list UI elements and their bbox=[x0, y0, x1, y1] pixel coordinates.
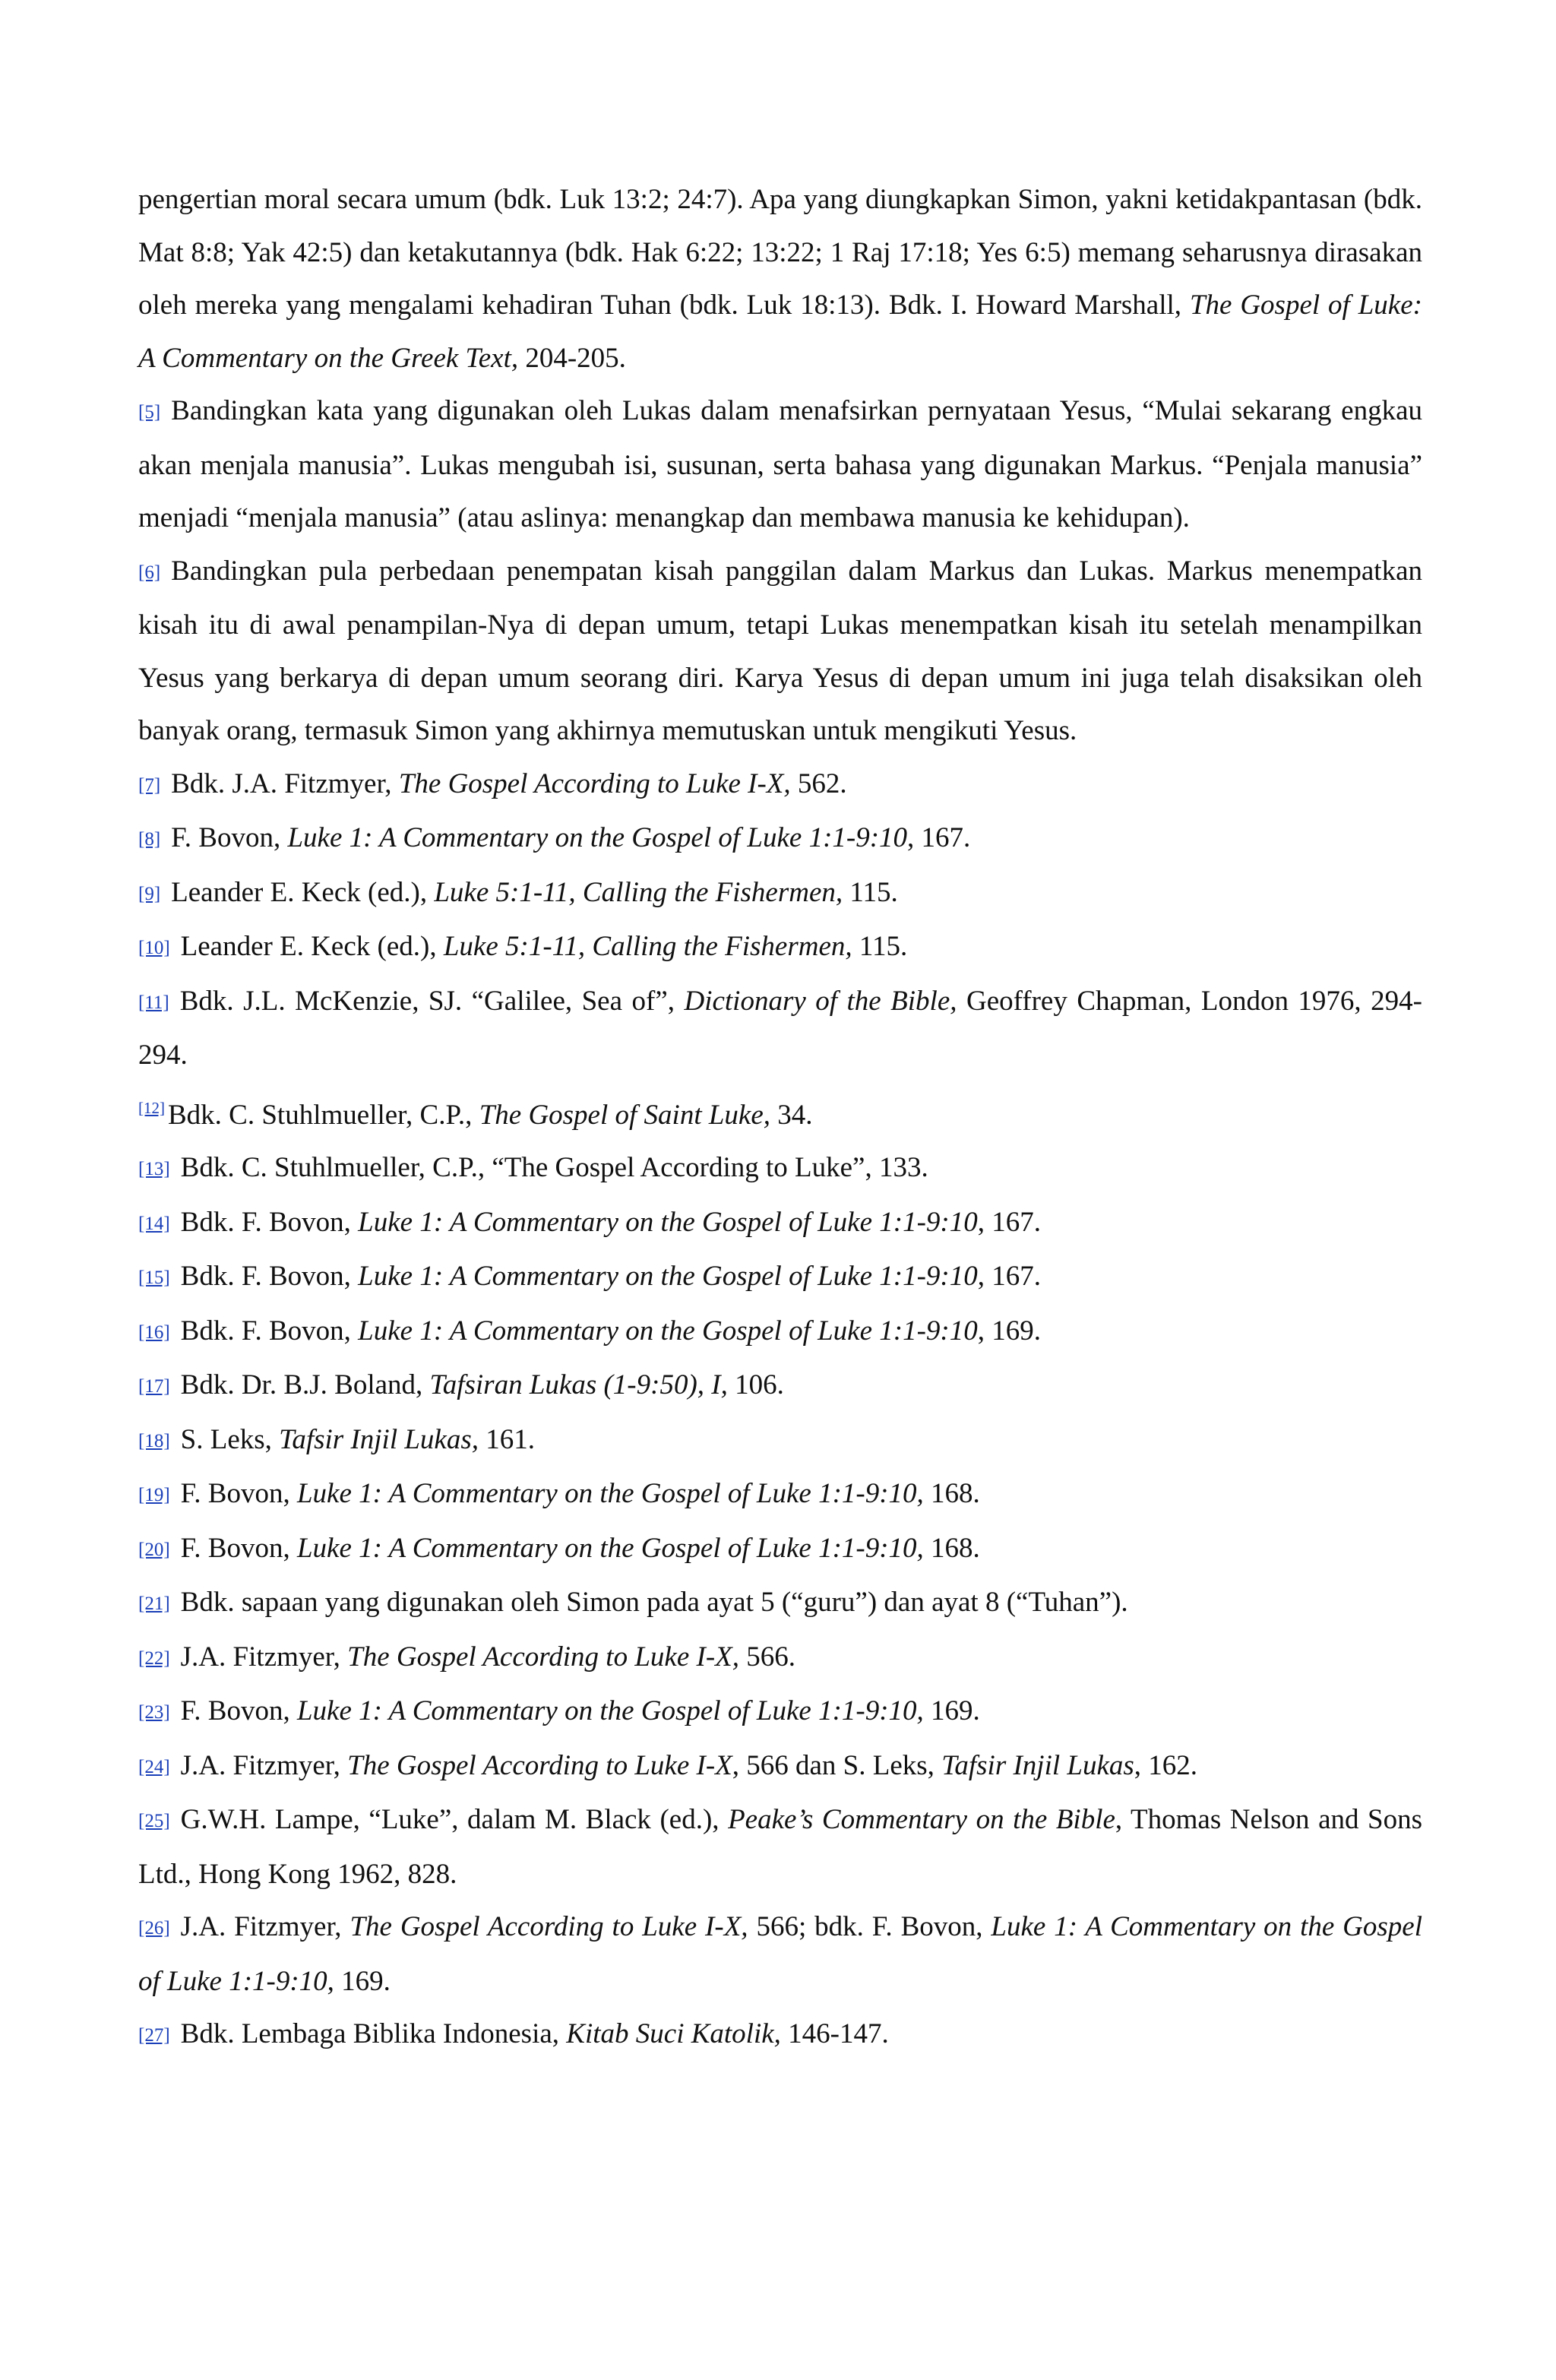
footnote-item bbox=[138, 1359, 1422, 1413]
footnote-text: 168. bbox=[923, 1532, 980, 1564]
footnote-item bbox=[138, 2008, 1422, 2062]
footnote-text: Bdk. F. Bovon, bbox=[180, 1261, 359, 1292]
footnote-item bbox=[138, 920, 1422, 975]
footnote-text: Bdk. sapaan yang digunakan oleh Simon pada ayat 5 (“guru”) dan ayat 8 (“Tuhan”). bbox=[180, 1587, 1128, 1618]
footnote-ref-link[interactable]: [26] bbox=[138, 1918, 170, 1938]
footnote-text: F. Bovon, bbox=[180, 1695, 297, 1726]
footnote-text: 169. bbox=[923, 1695, 980, 1726]
footnote-item bbox=[138, 812, 1422, 866]
footnote-ref-link[interactable]: [8] bbox=[138, 829, 161, 850]
footnote-title-italic: Luke 1: A Commentary on the Gospel of Luke 1:1-9:10, bbox=[296, 1532, 924, 1564]
footnote-text: Bdk. F. Bovon, bbox=[180, 1206, 359, 1238]
footnote-ref-link[interactable]: [5] bbox=[138, 402, 161, 423]
footnote-ref-link[interactable]: [12] bbox=[138, 1098, 165, 1117]
footnote-item bbox=[138, 1793, 1422, 1901]
footnote-title-italic: Luke 5:1-11, Calling the Fishermen, bbox=[443, 931, 852, 962]
footnote-text: Bandingkan kata yang digunakan oleh Lukas dalam menafsirkan pernyataan Yesus, “Mulai sekarang engkau akan menjala manusia”. Lukas mengubah isi, susunan, serta bahasa yang digunakan Markus. “Penjala manusia” menjadi “menjala manusia” (atau aslinya: menangkap dan membawa manusia ke kehidupan). bbox=[138, 395, 1422, 533]
footnote-ref-link[interactable]: [25] bbox=[138, 1811, 170, 1831]
footnote-title-italic: Luke 1: A Commentary on the Gospel of Luke 1:1-9:10, bbox=[296, 1695, 924, 1726]
footnote-text: J.A. Fitzmyer, bbox=[180, 1911, 350, 1942]
footnote-item bbox=[138, 1576, 1422, 1631]
footnote-ref-link[interactable]: [14] bbox=[138, 1213, 170, 1234]
footnote-text: Leander E. Keck (ed.), bbox=[180, 931, 444, 962]
footnote-text: , 167. bbox=[907, 822, 971, 853]
footnote-ref-link[interactable]: [17] bbox=[138, 1376, 170, 1397]
footnote-text: Bdk. J.L. McKenzie, SJ. “Galilee, Sea of”, bbox=[179, 985, 685, 1017]
footnote-text: , 566 dan S. Leks, bbox=[732, 1749, 942, 1781]
footnote-title-italic: The Gospel According to Luke I-X, bbox=[349, 1911, 748, 1942]
footnote-text: S. Leks, bbox=[180, 1423, 280, 1455]
footnote-text: Bandingkan pula perbedaan penempatan kisah panggilan dalam Markus dan Lukas. Markus menempatkan kisah itu di awal penampilan-Nya di depan umum, tetapi Lukas menempatkan kisah itu setelah menampilkan Yesus yang berkarya di depan umum seorang diri. Karya Yesus di depan umum ini juga telah disaksikan oleh banyak orang, termasuk Simon yang akhirnya memutuskan untuk mengikuti Yesus. bbox=[138, 555, 1422, 746]
footnote-title-italic: The Gospel of Luke: A Commentary on the Greek Text, bbox=[138, 290, 1422, 374]
footnote-ref-link[interactable]: [16] bbox=[138, 1321, 170, 1343]
footnote-text: 566; bdk. F. Bovon, bbox=[748, 1911, 991, 1942]
footnote-title-italic: Luke 1: A Commentary on the Gospel of Luke 1:1-9:10 bbox=[358, 1206, 978, 1238]
footnote-text: 115. bbox=[852, 931, 908, 962]
footnote-ref-link[interactable]: [15] bbox=[138, 1268, 170, 1288]
footnote-title-italic: Luke 1: A Commentary on the Gospel of Luke 1:1-9:10, bbox=[296, 1478, 924, 1509]
footnote-text: J.A. Fitzmyer, bbox=[180, 1641, 348, 1673]
footnote-text: J.A. Fitzmyer, bbox=[180, 1749, 348, 1781]
footnote-item bbox=[138, 1467, 1422, 1522]
footnote-text: 169. bbox=[334, 1965, 391, 1997]
footnote-item bbox=[138, 758, 1422, 812]
footnote-ref-link[interactable]: [23] bbox=[138, 1702, 170, 1723]
footnote-title-italic: Luke 1: A Commentary on the Gospel of Luke 1:1-9:10 bbox=[358, 1261, 978, 1292]
footnote-item bbox=[138, 1685, 1422, 1739]
footnote-ref-link[interactable]: [27] bbox=[138, 2025, 170, 2046]
footnote-title-italic: Tafsiran Lukas (1-9:50), I, bbox=[429, 1369, 728, 1400]
footnote-text: Bdk. C. Stuhlmueller, C.P., “The Gospel According to Luke”, 133. bbox=[180, 1152, 928, 1183]
footnote-text: Geoffrey Chapman, London 1976, 294-294. bbox=[138, 985, 1422, 1071]
footnote-title-italic: Tafsir Injil Lukas, bbox=[279, 1423, 479, 1455]
footnote-item bbox=[138, 975, 1422, 1082]
footnote-ref-link[interactable]: [20] bbox=[138, 1539, 170, 1560]
footnote-item bbox=[138, 385, 1422, 545]
footnote-ref-link[interactable]: [19] bbox=[138, 1485, 170, 1505]
footnotes-page bbox=[138, 173, 1422, 2062]
footnote-item bbox=[138, 1413, 1422, 1468]
footnote-title-italic: Tafsir Injil Lukas bbox=[941, 1749, 1134, 1781]
footnote-text: 562. bbox=[790, 767, 847, 799]
footnote-title-italic: Kitab Suci Katolik, bbox=[566, 2018, 781, 2049]
footnote-item bbox=[138, 1196, 1422, 1251]
footnote-title-italic: The Gospel of Saint Luke, bbox=[479, 1099, 771, 1131]
footnote-item bbox=[138, 1631, 1422, 1685]
footnote-ref-link[interactable]: [9] bbox=[138, 883, 161, 904]
footnote-title-italic: Luke 5:1-11, Calling the Fishermen, bbox=[434, 876, 843, 908]
footnote-text: Leander E. Keck (ed.), bbox=[171, 876, 435, 908]
footnote-item bbox=[138, 1901, 1422, 2008]
footnote-ref-link[interactable]: [18] bbox=[138, 1430, 170, 1451]
footnote-text: Bdk. J.A. Fitzmyer, bbox=[171, 767, 399, 799]
footnote-text: 168. bbox=[923, 1478, 980, 1509]
footnote-title-italic: Luke 1: A Commentary on the Gospel of Luke 1:1-9:10 bbox=[287, 822, 908, 853]
footnote-text: , 162. bbox=[1134, 1749, 1198, 1781]
footnote-item bbox=[138, 1250, 1422, 1305]
footnote-text: Bdk. Dr. B.J. Boland, bbox=[180, 1369, 430, 1400]
footnote-item bbox=[138, 1739, 1422, 1794]
footnote-text: G.W.H. Lampe, “Luke”, dalam M. Black (ed.), bbox=[180, 1804, 729, 1835]
footnote-text: 161. bbox=[479, 1423, 536, 1455]
footnote-text: 146-147. bbox=[780, 2018, 889, 2049]
footnote-title-italic: The Gospel According to Luke I-X, bbox=[398, 767, 791, 799]
footnote-continuation bbox=[138, 173, 1422, 385]
footnote-ref-link[interactable]: [22] bbox=[138, 1647, 170, 1669]
footnote-ref-link[interactable]: [6] bbox=[138, 562, 161, 583]
footnote-ref-link[interactable]: [24] bbox=[138, 1756, 170, 1777]
footnote-text: , 167. bbox=[977, 1261, 1041, 1292]
footnote-title-italic: Dictionary of the Bible, bbox=[684, 985, 957, 1017]
footnote-ref-link[interactable]: [10] bbox=[138, 938, 170, 958]
footnote-text: 106. bbox=[727, 1369, 784, 1400]
footnote-item bbox=[138, 1082, 1422, 1142]
footnote-title-italic: The Gospel According to Luke I-X, bbox=[347, 1641, 739, 1673]
footnote-item bbox=[138, 1305, 1422, 1359]
footnote-text: Bdk. F. Bovon, bbox=[180, 1315, 359, 1347]
footnote-title-italic: Peake’s Commentary on the Bible bbox=[728, 1804, 1115, 1835]
footnote-text: F. Bovon, bbox=[180, 1532, 297, 1564]
footnote-text: , 169. bbox=[977, 1315, 1041, 1347]
footnote-text: 566. bbox=[739, 1641, 795, 1673]
footnote-item bbox=[138, 866, 1422, 921]
footnote-text: Bdk. Lembaga Biblika Indonesia, bbox=[180, 2018, 567, 2049]
footnote-text: 115. bbox=[843, 876, 898, 908]
footnote-ref-link[interactable]: [11] bbox=[138, 992, 169, 1013]
footnote-title-italic: The Gospel According to Luke I-X bbox=[347, 1749, 732, 1781]
footnote-text: , 167. bbox=[977, 1206, 1041, 1238]
footnote-title-italic: Luke 1: A Commentary on the Gospel of Luke 1:1-9:10, bbox=[138, 1911, 1422, 1997]
footnote-text: 34. bbox=[770, 1099, 813, 1131]
footnote-title-italic: Luke 1: A Commentary on the Gospel of Luke 1:1-9:10 bbox=[358, 1315, 978, 1347]
footnote-text: 204-205. bbox=[518, 342, 626, 374]
footnote-text: F. Bovon, bbox=[180, 1478, 297, 1509]
footnote-item bbox=[138, 545, 1422, 758]
footnote-text: , Thomas Nelson and Sons Ltd., Hong Kong 1962, 828. bbox=[138, 1804, 1423, 1890]
footnote-ref-link[interactable]: [7] bbox=[138, 774, 161, 796]
footnote-item bbox=[138, 1522, 1422, 1577]
footnote-text: pengertian moral secara umum (bdk. Luk 13:2; 24:7). Apa yang diungkapkan Simon, yakni ketidakpantasan (bdk. Mat 8:8; Yak 42:5) dan ketakutannya (bdk. Hak 6:22; 13:22; 1 Raj 17:18; Yes 6:5) memang seharusnya dirasakan oleh mereka yang mengalami kehadiran Tuhan (bdk. Luk 18:13). Bdk. I. Howard Marshall, bbox=[138, 184, 1422, 321]
footnote-item bbox=[138, 1141, 1422, 1196]
footnote-ref-link[interactable]: [21] bbox=[138, 1594, 170, 1614]
footnote-ref-link[interactable]: [13] bbox=[138, 1159, 170, 1179]
footnote-text: F. Bovon, bbox=[171, 822, 288, 853]
footnote-text: Bdk. C. Stuhlmueller, C.P., bbox=[168, 1099, 479, 1131]
